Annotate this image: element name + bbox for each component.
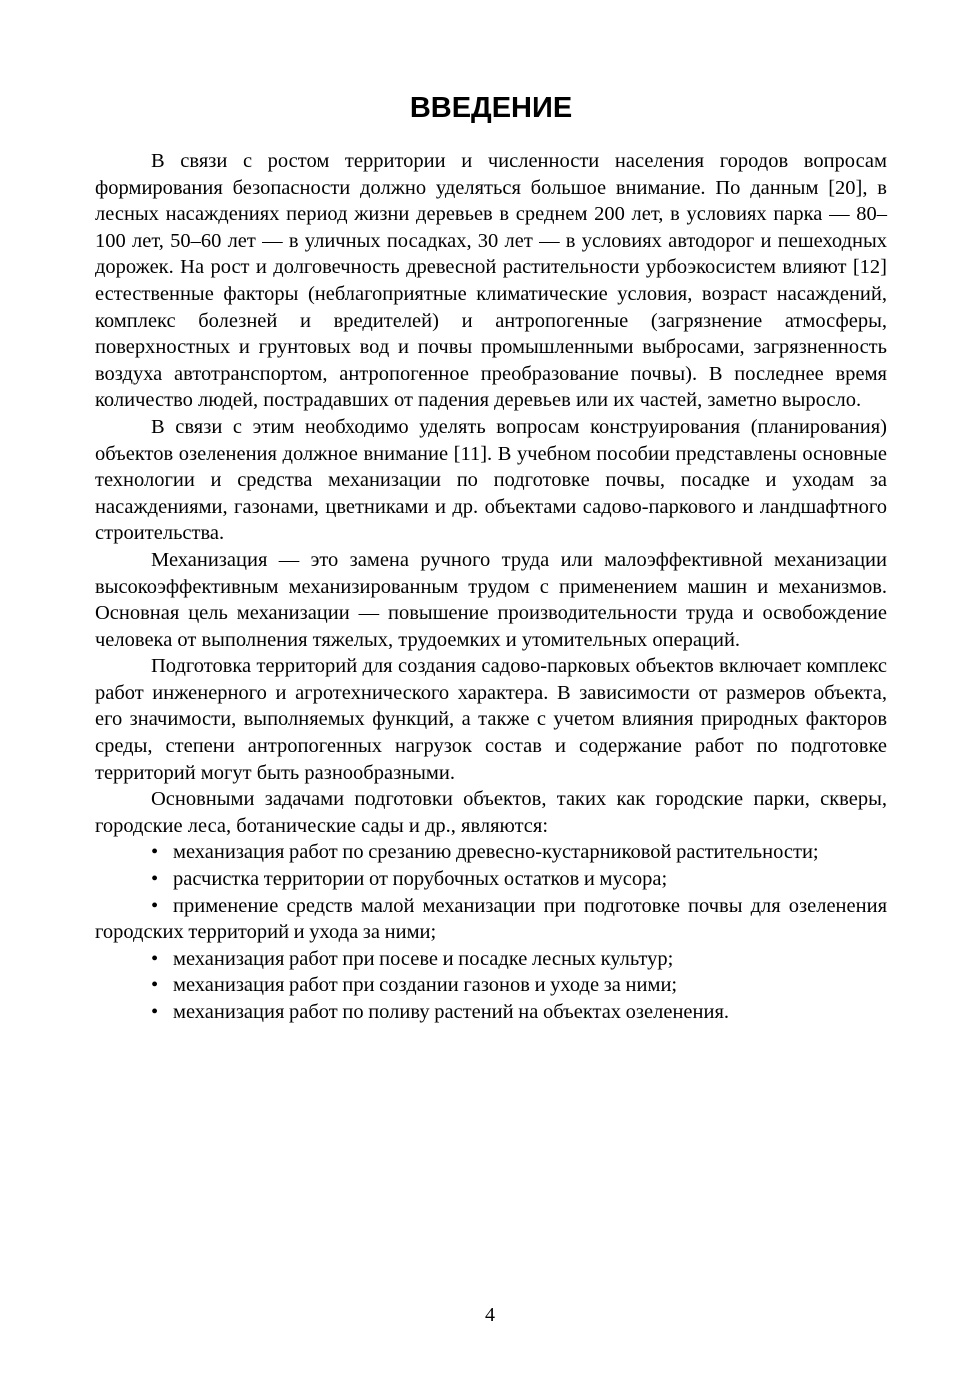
list-item: [95, 839, 887, 866]
list-item: [95, 972, 887, 999]
list-item: [95, 893, 887, 946]
bullet-icon: •: [151, 1001, 159, 1023]
paragraph-1: В связи с ростом территории и численности населения городов вопросам формирования безопасности должно уделяться большое внимание. По данным [20], в лесных насаждениях период жизни деревьев в среднем 200 лет, в условиях парка — 80–100 лет, 50–60 лет — в уличных посадках, 30 лет — в условиях автодорог и пешеходных дорожек. На рост и долговечность древесной растительности урбоэкосистем влияют [12] естественные факторы (неблагоприятные климатические условия, возраст насаждений, комплекс болезней и вредителей) и антропогенные (загрязнение атмосферы, поверхностных и грунтовых вод и почвы промышленными выбросами, загрязненность воздуха автотранспортом, антропогенное преобразование почвы). В последнее время количество людей, пострадавших от падения деревьев или их частей, заметно выросло.: [95, 150, 887, 412]
paragraph-4: Подготовка территорий для создания садово-парковых объектов включает комплекс работ инженерного и агротехнического характера. В зависимости от размеров объекта, его значимости, выполняемых функций, а также с учетом влияния природных факторов среды, степени антропогенных нагрузок состав и содержание работ по подготовке территорий могут быть разнообразными.: [95, 655, 887, 784]
list-item: [95, 866, 887, 893]
page-title: ВВЕДЕНИЕ: [409, 92, 573, 124]
list-item-text: механизация работ по поливу растений на объектах озеленения.: [173, 1001, 730, 1023]
paragraph-2: В связи с этим необходимо уделять вопросам конструирования (планирования) объектов озеленения должное внимание [11]. В учебном пособии представлены основные технологии и средства механизации по подготовке почвы, посадке и уходам за насаждениями, газонами, цветниками и др. объектами садово-паркового и ландшафтного строительства.: [95, 415, 887, 545]
list-item: [95, 946, 887, 973]
list-item: [95, 999, 887, 1026]
bullet-icon: •: [151, 868, 159, 891]
list-item-text: расчистка территории от порубочных остатков и мусора;: [173, 868, 668, 891]
bullet-icon: •: [151, 947, 159, 970]
bullet-icon: •: [151, 894, 159, 917]
list-item-text: механизация работ при посеве и посадке лесных культур;: [173, 947, 674, 970]
list-item-text: механизация работ при создании газонов и уходе за ними;: [173, 974, 678, 997]
list-item-text: применение средств малой механизации при подготовке почвы для озеленения городских территорий и ухода за ними;: [95, 894, 887, 944]
bullet-icon: •: [151, 974, 159, 997]
paragraph-3: Механизация — это замена ручного труда или малоэффективной механизации высокоэффективным механизированным трудом с применением машин и механизмов. Основная цель механизации — повышение производительности труда и освобождение человека от выполнения тяжелых, трудоемких и утомительных операций.: [95, 548, 887, 651]
paragraph-5: Основными задачами подготовки объектов, таких как городские парки, скверы, городские леса, ботанические сады и др., являются:: [95, 788, 887, 837]
page-number: 4: [485, 1304, 495, 1326]
tasks-list: [95, 839, 887, 1025]
list-item-text: механизация работ по срезанию древесно-кустарниковой растительности;: [173, 841, 819, 864]
bullet-icon: •: [151, 841, 159, 864]
document-page: [95, 88, 887, 1026]
